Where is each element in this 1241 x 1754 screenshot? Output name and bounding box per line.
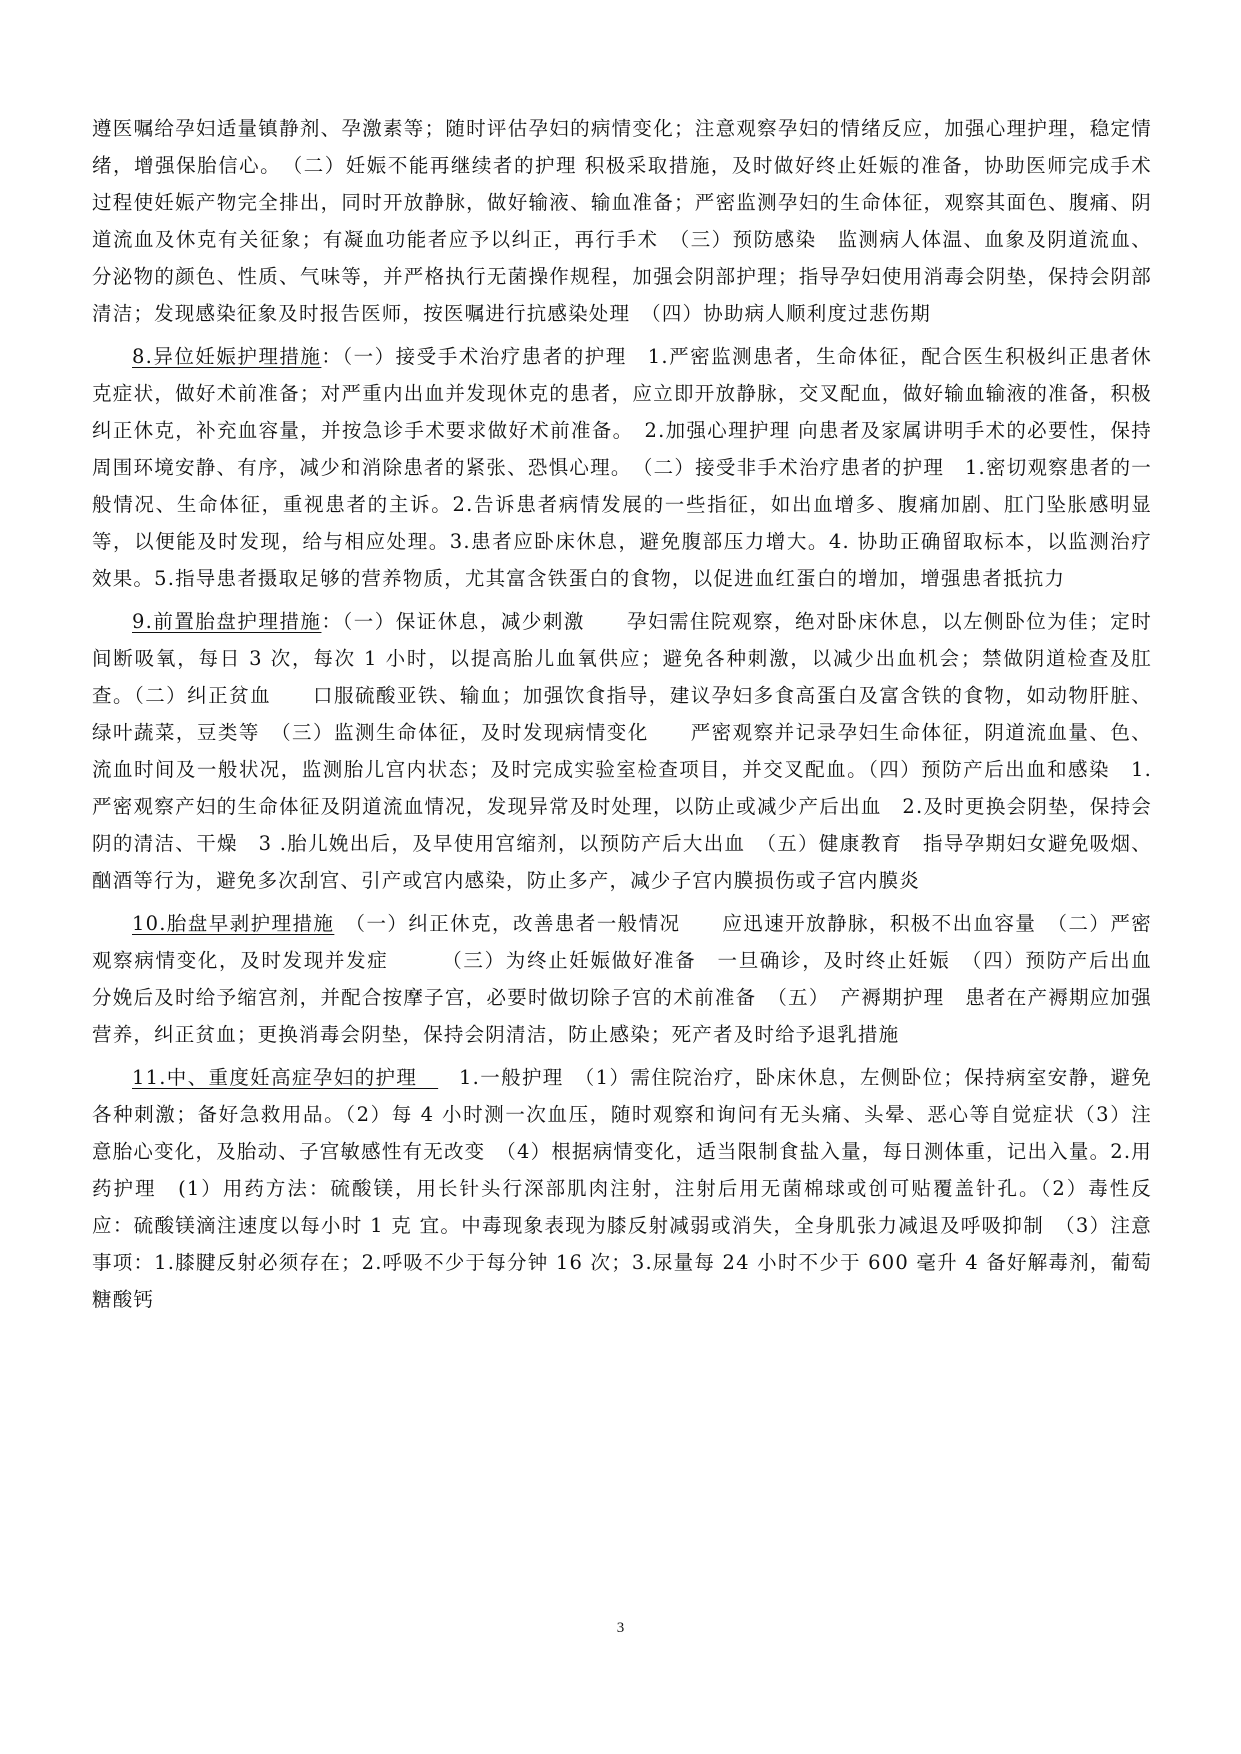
paragraph-continuation (92, 110, 1152, 332)
paragraph-text: ：（一）保证休息，减少刺激 孕妇需住院观察，绝对卧床休息，以左侧卧位为佳；定时间断吸氧，每日 3 次，每次 1 小时，以提高胎儿血氧供应；避免各种刺激，以减少出血机会；禁做阴道检查及肛查。（二）纠正贫血 口服硫酸亚铁、输血；加强饮食指导，建议孕妇多食高蛋白及富含铁的食物，如动物肝脏、绿叶蔬菜，豆类等 （三）监测生命体征，及时发现病情变化 严密观察并记录孕妇生命体征，阴道流血量、色、流血时间及一般状况，监测胎儿宫内状态；及时完成实验室检查项目，并交叉配血。（四）预防产后出血和感染 1.严密观察产妇的生命体征及阴道流血情况，发现异常及时处理，以防止或减少产后出血 2.及时更换会阴垫，保持会阴的清洁、干燥 3 .胎儿娩出后，及早使用宫缩剂，以预防产后大出血 （五）健康教育 指导孕期妇女避免吸烟、酗酒等行为，避免多次刮宫、引产或宫内感染，防止多产，减少子宫内膜损伤或子宫内膜炎 (92, 610, 1152, 892)
section-heading: 8.异位妊娠护理措施 (132, 345, 322, 368)
paragraph-text: 遵医嘱给孕妇适量镇静剂、孕激素等；随时评估孕妇的病情变化；注意观察孕妇的情绪反应，加强心理护理，稳定情绪，增强保胎信心。 （二）妊娠不能再继续者的护理 积极采取措施，及时做好终止妊娠的准备，协助医师完成手术过程使妊娠产物完全排出，同时开放静脉，做好输液、输血准备；严密监测孕妇的生命体征，观察其面色、腹痛、阴道流血及休克有关征象；有凝血功能者应予以纠正，再行手术 （三）预防感染 监测病人体温、血象及阴道流血、分泌物的颜色、性质、气味等，并严格执行无菌操作规程，加强会阴部护理；指导孕妇使用消毒会阴垫，保持会阴部清洁；发现感染征象及时报告医师，按医嘱进行抗感染处理 （四）协助病人顺利度过悲伤期 (92, 117, 1152, 325)
paragraph-placenta-previa (92, 603, 1152, 899)
section-heading: 9.前置胎盘护理措施 (132, 610, 322, 633)
paragraph-text: （一）纠正休克，改善患者一般情况 应迅速开放静脉，积极不出血容量 （二）严密观察病情变化，及时发现并发症 （三）为终止妊娠做好准备 一旦确诊，及时终止妊娠 （四）预防产后出血 分娩后及时给予缩宫剂，并配合按摩子宫，必要时做切除子宫的术前准备 （五） 产褥期护理 患者在产褥期应加强营养，纠正贫血；更换消毒会阴垫，保持会阴清洁，防止感染；死产者及时给予退乳措施 (92, 912, 1173, 1046)
paragraph-ectopic-pregnancy (92, 338, 1152, 597)
paragraph-text: 1.一般护理 （1）需住院治疗，卧床休息，左侧卧位；保持病室安静，避免各种刺激；备好急救用品。（2）每 4 小时测一次血压，随时观察和询问有无头痛、头晕、恶心等自觉症状（3）注意胎心变化，及胎动、子宫敏感性有无改变 （4）根据病情变化，适当限制食盐入量，每日测体重，记出入量。2.用药护理 (1）用药方法：硫酸镁，用长针头行深部肌肉注射，注射后用无菌棉球或创可贴覆盖针孔。（2）毒性反应：硫酸镁滴注速度以每小时 1 克 宜。中毒现象表现为膝反射减弱或消失，全身肌张力减退及呼吸抑制 （3）注意事项：1.膝腱反射必须存在；2.呼吸不少于每分钟 16 次；3.尿量每 24 小时不少于 600 毫升 4 备好解毒剂，葡萄糖酸钙 (92, 1066, 1152, 1311)
section-heading: 11.中、重度妊高症孕妇的护理 (132, 1066, 439, 1089)
section-heading: 10.胎盘早剥护理措施 (132, 912, 335, 935)
document-page (92, 110, 1173, 1324)
page-number: 3 (616, 1620, 625, 1636)
paragraph-preeclampsia (92, 1059, 1152, 1318)
paragraph-placental-abruption (92, 905, 1173, 1053)
paragraph-text: ：（一）接受手术治疗患者的护理 1.严密监测患者，生命体征，配合医生积极纠正患者休克症状，做好术前准备；对严重内出血并发现休克的患者，应立即开放静脉，交叉配血，做好输血输液的准备，积极纠正休克，补充血容量，并按急诊手术要求做好术前准备。 2.加强心理护理 向患者及家属讲明手术的必要性，保持周围环境安静、有序，减少和消除患者的紧张、恐惧心理。 （二）接受非手术治疗患者的护理 1.密切观察患者的一般情况、生命体征，重视患者的主诉。2.告诉患者病情发展的一些指征，如出血增多、腹痛加剧、肛门坠胀感明显等，以便能及时发现，给与相应处理。3.患者应卧床休息，避免腹部压力增大。4. 协助正确留取标本，以监测治疗效果。5.指导患者摄取足够的营养物质，尤其富含铁蛋白的食物，以促进血红蛋白的增加，增强患者抵抗力 (92, 345, 1152, 590)
